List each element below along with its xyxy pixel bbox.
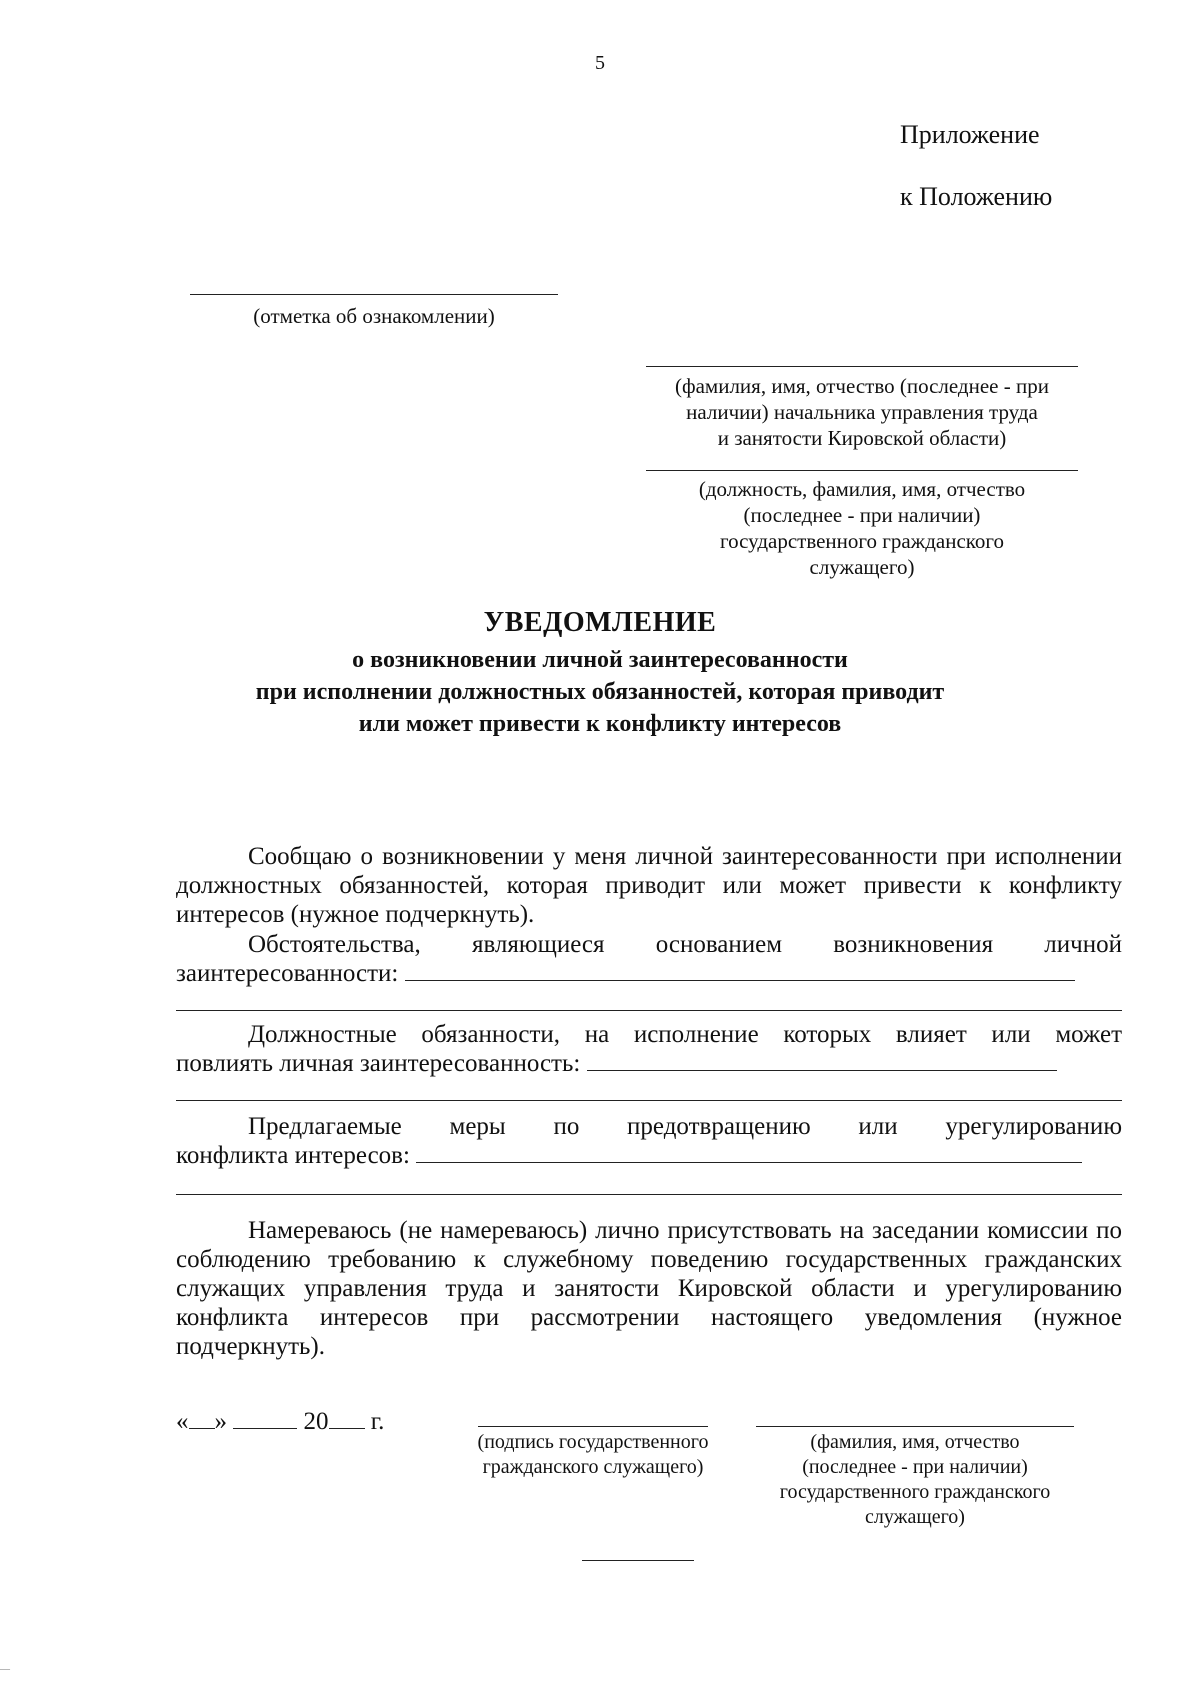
duties-row <box>176 1049 1122 1078</box>
title-line: о возникновении личной заинтересованности <box>352 647 848 673</box>
measures-extra-line[interactable] <box>176 1194 1122 1195</box>
caption-line: служащего) <box>865 1506 965 1528</box>
title-line: или может привести к конфликту интересов <box>358 711 842 737</box>
date-field <box>176 1408 384 1436</box>
paragraph-circumstances-label: Обстоятельства, являющиеся основанием возникновения личной <box>248 931 1122 958</box>
appendix-label: Приложение <box>900 120 1040 149</box>
acknowledgement-line[interactable] <box>190 294 558 295</box>
acknowledgement-caption: (отметка об ознакомлении) <box>253 304 495 328</box>
servant-details-caption <box>636 476 1088 580</box>
day-input[interactable] <box>189 1410 215 1429</box>
caption-line: наличии) начальника управления труда <box>686 400 1038 424</box>
caption-line: (последнее - при наличии) <box>802 1456 1028 1478</box>
caption-line: (последнее - при наличии) <box>743 503 981 527</box>
circumstances-input-line[interactable] <box>405 960 1075 981</box>
caption-line: гражданского служащего) <box>482 1456 704 1478</box>
scan-mark: — <box>0 1664 10 1675</box>
paragraph-notice: Сообщаю о возникновении у меня личной заинтересованности при исполнении должностных обязанностей, которая приводит или может привести к конфликту интересов (нужное подчеркнуть). <box>176 843 1122 928</box>
caption-line: (фамилия, имя, отчество (последнее - при <box>675 374 1049 398</box>
caption-line: государственного гражданского <box>779 1481 1051 1503</box>
name-caption <box>740 1430 1090 1530</box>
measures-input-line[interactable] <box>416 1142 1082 1163</box>
month-input[interactable] <box>233 1410 297 1429</box>
measures-label: конфликта интересов: <box>176 1142 410 1169</box>
name-line[interactable] <box>756 1426 1074 1427</box>
head-name-caption <box>626 373 1098 451</box>
caption-line: государственного гражданского <box>719 529 1004 553</box>
caption-line: (подпись государственного <box>477 1431 709 1453</box>
duties-extra-line[interactable] <box>176 1100 1122 1101</box>
circumstances-extra-line[interactable] <box>176 1010 1122 1011</box>
year-prefix: 20 <box>303 1408 329 1435</box>
duties-input-line[interactable] <box>587 1050 1057 1071</box>
caption-line: и занятости Кировской области) <box>717 426 1007 450</box>
page-number: 5 <box>595 52 605 74</box>
caption-line: (должность, фамилия, имя, отчество <box>698 477 1026 501</box>
quote-open: « <box>176 1408 189 1435</box>
circumstances-row <box>176 959 1122 988</box>
signature-line[interactable] <box>478 1426 708 1427</box>
year-suffix: г. <box>370 1408 385 1435</box>
caption-line: (фамилия, имя, отчество <box>810 1431 1020 1453</box>
document-title <box>150 602 1050 740</box>
circumstances-label: заинтересованности: <box>176 960 399 987</box>
title-line: при исполнении должностных обязанностей, которая приводит <box>255 679 945 705</box>
duties-label: повлиять личная заинтересованность: <box>176 1050 581 1077</box>
end-separator <box>582 1560 694 1561</box>
servant-details-line[interactable] <box>646 470 1078 471</box>
paragraph-attendance: Намереваюсь (не намереваюсь) лично присутствовать на заседании комиссии по соблюдению требованию к служебному поведению государственных гражданских служащих управления труда и занятости Кировской области и урегулированию конфликта интересов при рассмотрении настоящего уведомления (нужное подчеркнуть). <box>176 1217 1122 1360</box>
year-input[interactable] <box>329 1410 365 1429</box>
signature-caption <box>448 1430 738 1480</box>
paragraph-measures-label: Предлагаемые меры по предотвращению или урегулированию <box>248 1113 1122 1140</box>
title-main: УВЕДОМЛЕНИЕ <box>483 607 717 638</box>
caption-line: служащего) <box>809 555 915 579</box>
measures-row <box>176 1141 1122 1170</box>
head-name-line[interactable] <box>646 366 1078 367</box>
quote-close: » <box>214 1408 227 1435</box>
paragraph-duties-label: Должностные обязанности, на исполнение которых влияет или может <box>248 1021 1122 1048</box>
appendix-to-label: к Положению <box>900 182 1053 211</box>
